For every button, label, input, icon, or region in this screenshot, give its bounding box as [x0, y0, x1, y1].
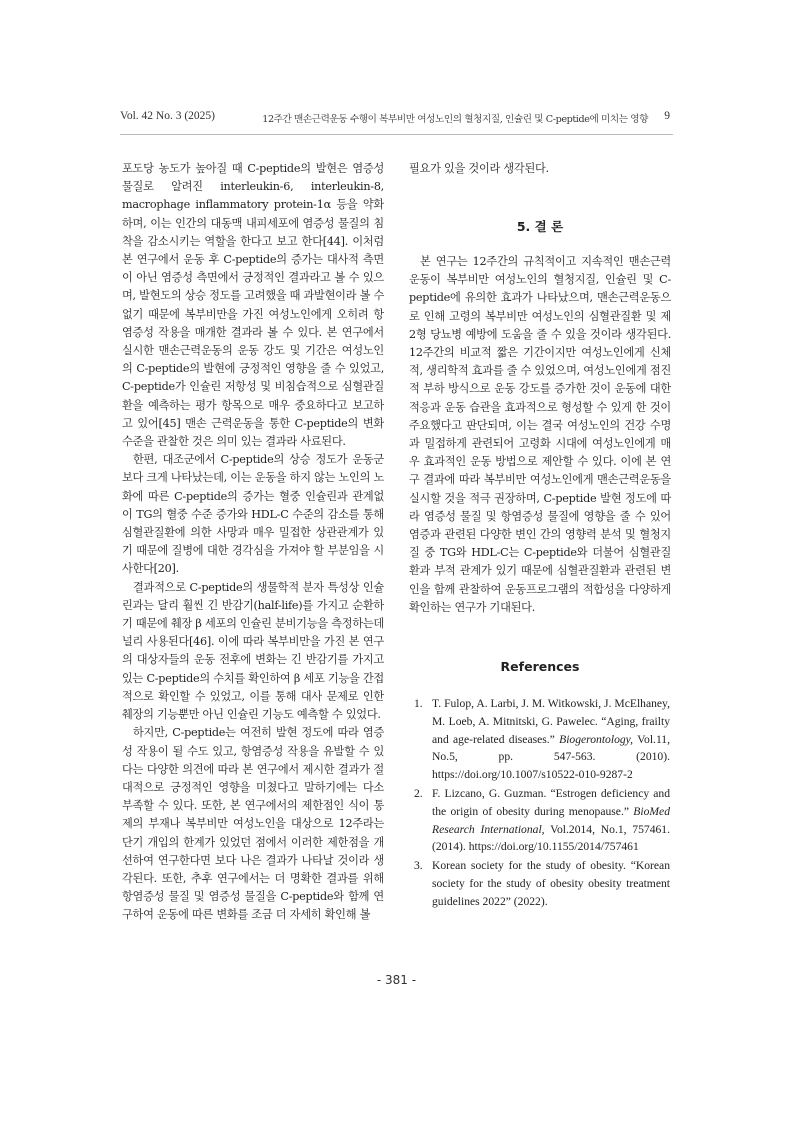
right-column-continuation: [409, 160, 671, 178]
header-page-number: 9: [664, 110, 670, 122]
section-heading-conclusion: 5. 결 론: [516, 219, 564, 234]
reference-number: 1.: [414, 697, 423, 710]
reference-text: Korean society for the study of obesity. “Korean society for the study of obesity obesity treatment guidelines 2022” (2022).: [432, 859, 670, 908]
conclusion-paragraph: 본 연구는 12주간의 규칙적이고 지속적인 맨손근력운동이 복부비만 여성노인의 혈청지질, 인슐린 및 C-peptide에 유의한 효과가 나타났으며, 맨손근력운동으로 인해 고령의 복부비만 여성노인의 심혈관질환 및 제 2형 당뇨병 예방에 도움을 줄 수 있을 것이라 생각된다. 12주간의 비교적 짧은 기간이지만 여성노인에게 신체적, 생리학적 효과를 줄 수 있었으며, 여성노인에게 점진적 부하 방식으로 운동 강도를 증가한 것이 운동에 대한 적응과 운동 습관을 효과적으로 형성할 수 있게 한 것이 주요했다고 판단되며, 이는 결국 여성노인의 건강 수명과 밀접하게 관련되어 고령화 시대에 여성노인에게 매우 효과적인 운동 방법으로 제안할 수 있다. 이에 본 연구 결과에 따라 복부비만 여성노인에게 맨손근력운동을 실시할 것을 적극 권장하며, C-peptide 발현 정도에 따라 염증성 물질 및 항염증성 물질에 영향을 줄 수 있어 염증과 관련된 다양한 변인 간의 영향력 분석 및 혈청지질 중 TG와 HDL-C는 C-peptide와 더불어 심혈관질환과 부적 관계가 있기 때문에 심혈관질환과 관련된 변인을 함께 관찰하여 운동프로그램의 적합성을 다양하게 확인하는 연구가 기대된다.: [409, 255, 672, 614]
header-rule: [120, 134, 673, 135]
body-paragraph: 하지만, C-peptide는 여전히 발현 정도에 따라 염증성 작용이 될 수도 있고, 항염증성 작용을 유발할 수 있다는 다양한 의견에 따라 본 연구에서 제시한 결과가 절대적으로 긍정적인 영향을 미쳤다고 말하기에는 다소 부족할 수 있다. 또한, 본 연구에서의 제한점인 식이 통제의 부재나 복부비만 여성노인을 대상으로 12주라는 단기 개입의 한계가 있었던 점에서 이러한 제한점을 개선하여 연구한다면 보다 나은 결과가 나타날 것이라 생각된다. 또한, 추후 연구에서는 더 명확한 결과를 위해 항염증성 물질 및 염증성 물질을 C-peptide와 함께 연구하여 운동에 따른 변화를 조금 더 자세히 확인해 볼: [122, 726, 384, 922]
reference-text: Vol.11, No.5, pp. 547-563. (2010). https://doi.org/10.1007/s10522-010-9287-2: [432, 732, 671, 782]
reference-number: 2.: [414, 786, 423, 800]
running-header: [120, 110, 670, 128]
body-paragraph: 한편, 대조군에서 C-peptide의 상승 정도가 운동군보다 크게 나타났는데, 이는 운동을 하지 않는 노인의 노화에 따른 C-peptide의 증가는 혈중 인슐린과 관계없이 TG의 혈중 수준 증가와 HDL-C 수준의 감소를 통해 심혈관질환에 의한 사망과 매우 밀접한 상관관계가 있기 때문에 질병에 대한 경각심을 가져야 할 부분임을 시사한다[20].: [122, 453, 385, 576]
reference-text: T. Fulop, A. Larbi, J. M. Witkowski, J. McElhaney, M. Loeb, A. Mitnitski, G. Pawelec. “Aging, frailty and age-related diseases.”: [432, 697, 670, 746]
reference-list: [414, 695, 670, 912]
conclusion-section: [409, 253, 671, 617]
reference-item: [414, 857, 670, 910]
reference-item: [414, 785, 670, 856]
references-heading: References: [500, 659, 580, 674]
reference-journal: Biogerontology,: [559, 732, 634, 746]
page-footer-number: - 381 -: [376, 973, 417, 987]
reference-journal: BioMed Research International,: [432, 804, 670, 836]
body-paragraph: 필요가 있을 것이라 생각된다.: [409, 162, 549, 175]
running-title: 12주간 맨손근력운동 수행이 복부비만 여성노인의 혈청지질, 인슐린 및 C-peptide에 미치는 영향: [262, 114, 648, 125]
journal-volume: Vol. 42 No. 3 (2025): [120, 110, 215, 122]
body-paragraph: 결과적으로 C-peptide의 생물학적 분자 특성상 인슐린과는 달리 훨씬 긴 반감기(half-life)를 가지고 순환하기 때문에 췌장 β 세포의 인슐린 분비기능을 측정하는데 널리 사용된다[46]. 이에 따라 복부비만을 가진 본 연구의 대상자들의 운동 전후에 변화는 긴 반감기를 가지고 있는 C-peptide의 수치를 확인하여 β 세포 기능을 간접적으로 확인할 수 있었고, 이를 통해 대사 문제로 인한 췌장의 기능뿐만 아닌 인슐린 기능도 예측할 수 있었다.: [122, 580, 384, 722]
reference-number: 3.: [414, 859, 423, 873]
reference-text: F. Lizcano, G. Guzman. “Estrogen deficiency and the origin of obesity during menopause.”: [432, 786, 670, 818]
body-paragraph: 포도당 농도가 높아질 때 C-peptide의 발현은 염증성 물질로 알려진 interleukin-6, interleukin-8, macrophage inflammatory protein-1α 등을 약화하며, 이는 인간의 대동맥 내피세포에 염증성 물질의 침착을 감소시키는 역할을 한다고 보고 한다[44]. 이처럼 본 연구에서 운동 후 C-peptide의 증가는 대사적 측면이 아닌 염증성 측면에서 긍정적인 결과라고 볼 수 있으며, 발현도의 상승 정도를 고려했을 때 과발현이라 볼 수 없기 때문에 복부비만을 가진 여성노인에게 오히려 항염증성 작용을 매개한 결과라 볼 수 있다. 본 연구에서 실시한 맨손근력운동의 운동 강도 및 기간은 여성노인의 C-peptide의 발현에 긍정적인 영향을 줄 수 있었고, C-peptide가 인슐린 저항성 및 비침습적으로 심혈관질환을 예측하는 평가 항목으로 매우 중요하다고 보고하고 있어[45] 맨손 근력운동을 통한 C-peptide의 변화 수준을 관찰한 것은 의미 있는 결과라 사료된다.: [122, 162, 385, 449]
left-column: [122, 160, 384, 925]
reference-text: Vol.2014, No.1, 757461. (2014). https://doi.org/10.1155/2014/757461: [432, 822, 670, 854]
reference-item: [414, 695, 670, 784]
